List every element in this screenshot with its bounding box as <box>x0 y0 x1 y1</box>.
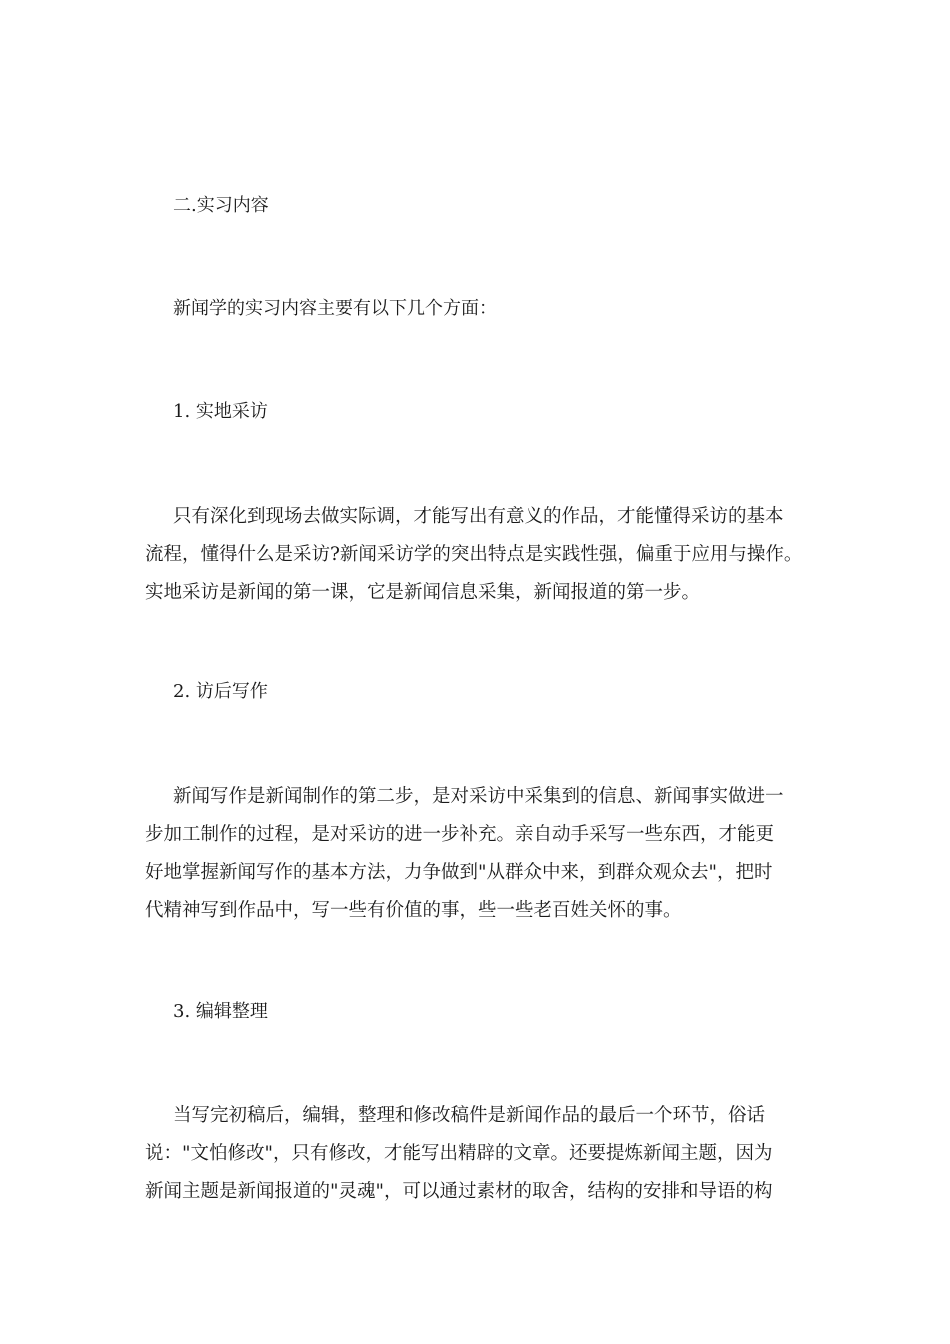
item-3-line-1: 当写完初稿后，编辑，整理和修改稿件是新闻作品的最后一个环节，俗话 <box>173 1105 766 1126</box>
item-2-line-4: 代精神写到作品中，写一些有价值的事，些一些老百姓关怀的事。 <box>145 900 682 921</box>
section-title: 二.实习内容 <box>173 195 269 216</box>
item-2-heading: 2. 访后写作 <box>173 681 268 702</box>
item-2-paragraph <box>145 778 825 930</box>
item-1-line-2: 流程，懂得什么是采访?新闻采访学的突出特点是实践性强，偏重于应用与操作。 <box>145 544 803 565</box>
item-1-heading: 1. 实地采访 <box>173 401 268 422</box>
item-1-line-1: 只有深化到现场去做实际调，才能写出有意义的作品，才能懂得采访的基本 <box>173 506 784 527</box>
item-1-paragraph <box>145 498 825 612</box>
item-2-line-3: 好地掌握新闻写作的基本方法，力争做到"从群众中来，到群众观众去"，把时 <box>145 862 773 883</box>
item-3-line-3: 新闻主题是新闻报道的"灵魂"，可以通过素材的取舍，结构的安排和导语的构 <box>145 1181 773 1202</box>
item-3-heading: 3. 编辑整理 <box>173 1001 268 1022</box>
intro-text: 新闻学的实习内容主要有以下几个方面： <box>173 298 497 319</box>
item-3-line-2: 说："文怕修改"，只有修改，才能写出精辟的文章。还要提炼新闻主题，因为 <box>145 1143 773 1164</box>
item-2-line-1: 新闻写作是新闻制作的第二步，是对采访中采集到的信息、新闻事实做进一 <box>173 786 784 807</box>
item-2-line-2: 步加工制作的过程，是对采访的进一步补充。亲自动手采写一些东西，才能更 <box>145 824 775 845</box>
item-3-paragraph <box>145 1097 825 1211</box>
item-1-line-3: 实地采访是新闻的第一课，它是新闻信息采集，新闻报道的第一步。 <box>145 582 701 603</box>
